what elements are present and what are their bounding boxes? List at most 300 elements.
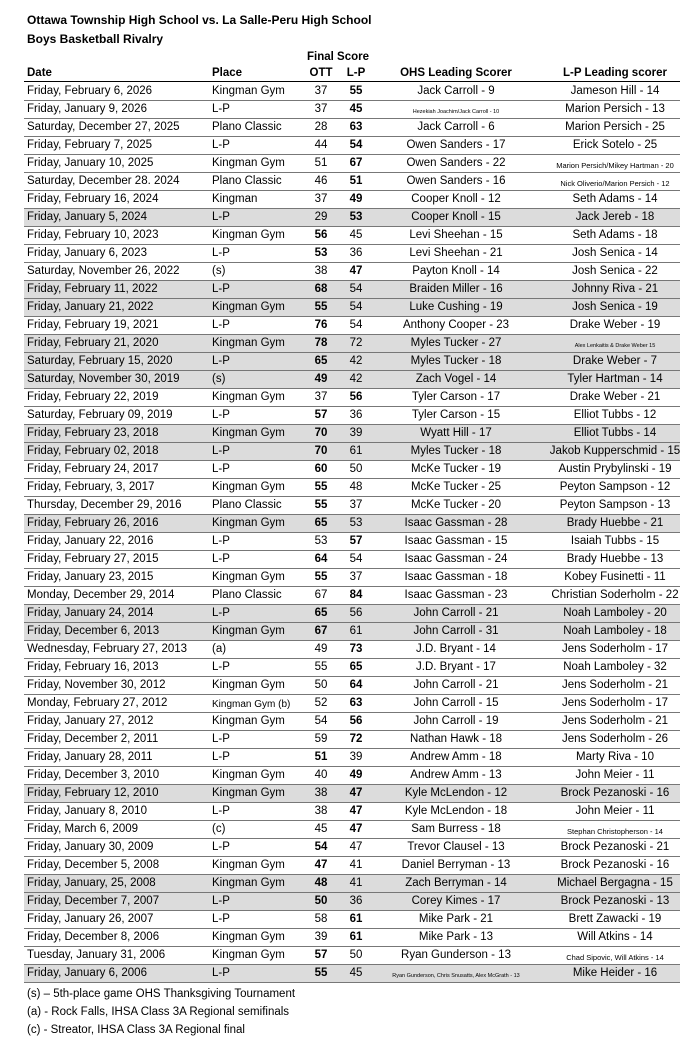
ott-score: 29 <box>314 211 328 223</box>
ohs-leading-scorer: Jack Carroll - 9 <box>417 85 495 97</box>
game-place: Plano Classic <box>212 175 282 187</box>
lp-leading-scorer: Drake Weber - 7 <box>572 355 658 367</box>
lp-score: 45 <box>349 103 363 115</box>
table-row <box>24 155 680 173</box>
game-place: Kingman Gym <box>212 427 285 439</box>
game-place: Kingman Gym <box>212 85 285 97</box>
game-place: L-P <box>212 355 230 367</box>
lp-leading-scorer: Drake Weber - 21 <box>569 391 661 403</box>
table-row <box>24 857 680 875</box>
ott-score: 67 <box>314 625 328 637</box>
game-place: Kingman Gym <box>212 931 285 943</box>
game-place: Kingman Gym <box>212 229 285 241</box>
final-score-label: Final Score <box>307 51 369 63</box>
table-row <box>24 695 680 713</box>
table-row <box>24 245 680 263</box>
ohs-leading-scorer: Payton Knoll - 14 <box>412 265 500 277</box>
ott-score: 49 <box>314 373 328 385</box>
game-date: Friday, February 21, 2020 <box>27 337 159 349</box>
game-place: Kingman Gym <box>212 949 285 961</box>
lp-leading-scorer: Jameson Hill - 14 <box>570 85 660 97</box>
lp-score: 61 <box>349 913 363 925</box>
table-row <box>24 965 680 983</box>
ott-score: 53 <box>314 535 328 547</box>
lp-leading-scorer: Seth Adams - 18 <box>572 229 658 241</box>
header-ohs-scorer: OHS Leading Scorer <box>400 67 512 79</box>
table-row <box>24 929 680 947</box>
lp-leading-scorer: Elliot Tubbs - 14 <box>573 427 657 439</box>
lp-score: 36 <box>349 409 363 421</box>
ohs-leading-scorer: Ryan Gunderson - 13 <box>401 949 511 961</box>
lp-score: 48 <box>349 481 363 493</box>
ohs-leading-scorer: Hezekiah Joachim/Jack Carroll - 10 <box>412 109 500 115</box>
lp-score: 63 <box>349 121 363 133</box>
table-row <box>24 533 680 551</box>
table-row <box>24 371 680 389</box>
game-place: L-P <box>212 553 230 565</box>
lp-leading-scorer: Brock Pezanoski - 21 <box>560 841 670 853</box>
lp-leading-scorer: Josh Senica - 19 <box>572 301 658 313</box>
ott-score: 48 <box>314 877 328 889</box>
ohs-leading-scorer: Levi Sheehan - 15 <box>409 229 503 241</box>
lp-leading-scorer: Marion Persich - 13 <box>565 103 665 115</box>
game-date: Monday, December 29, 2014 <box>27 589 175 601</box>
table-row <box>24 191 680 209</box>
game-date: Friday, January 5, 2024 <box>27 211 147 223</box>
lp-leading-scorer: Elliot Tubbs - 12 <box>573 409 657 421</box>
game-date: Friday, January 10, 2025 <box>27 157 154 169</box>
ott-score: 78 <box>314 337 328 349</box>
ohs-leading-scorer: J.D. Bryant - 14 <box>416 643 496 655</box>
ohs-leading-scorer: Jack Carroll - 6 <box>417 121 495 133</box>
lp-score: 42 <box>349 355 363 367</box>
game-place: Plano Classic <box>212 499 282 511</box>
game-place: L-P <box>212 607 230 619</box>
lp-leading-scorer: Isaiah Tubbs - 15 <box>570 535 660 547</box>
lp-leading-scorer: Peyton Sampson - 12 <box>559 481 671 493</box>
table-row <box>24 677 680 695</box>
game-date: Friday, February 19, 2021 <box>27 319 159 331</box>
lp-score: 37 <box>349 571 363 583</box>
game-date: Friday, January 9, 2026 <box>27 103 147 115</box>
games-table <box>24 83 680 983</box>
ott-score: 46 <box>314 175 328 187</box>
table-row <box>24 749 680 767</box>
table-row <box>24 515 680 533</box>
game-place: Kingman Gym <box>212 481 285 493</box>
lp-score: 47 <box>349 265 363 277</box>
table-row <box>24 569 680 587</box>
lp-leading-scorer: Noah Lamboley - 18 <box>563 625 667 637</box>
game-date: Friday, January 6, 2006 <box>27 967 147 979</box>
lp-leading-scorer: Christian Soderholm - 22 <box>551 589 679 601</box>
game-date: Friday, December 8, 2006 <box>27 931 160 943</box>
lp-leading-scorer: Brady Huebbe - 13 <box>566 553 664 565</box>
table-row <box>24 119 680 137</box>
lp-score: 47 <box>349 841 363 853</box>
ott-score: 50 <box>314 679 328 691</box>
game-date: Friday, November 30, 2012 <box>27 679 166 691</box>
ott-score: 64 <box>314 553 328 565</box>
lp-score: 54 <box>349 139 363 151</box>
game-place: (s) <box>212 373 226 385</box>
ohs-leading-scorer: McKe Tucker - 20 <box>410 499 502 511</box>
table-row <box>24 389 680 407</box>
ohs-leading-scorer: Trevor Clausel - 13 <box>407 841 505 853</box>
table-row <box>24 821 680 839</box>
ott-score: 47 <box>314 859 328 871</box>
game-place: (s) <box>212 265 226 277</box>
table-row <box>24 101 680 119</box>
game-date: Friday, January 24, 2014 <box>27 607 154 619</box>
ohs-leading-scorer: Wyatt Hill - 17 <box>420 427 492 439</box>
ohs-leading-scorer: Kyle McLendon - 12 <box>404 787 508 799</box>
lp-score: 42 <box>349 373 363 385</box>
table-row <box>24 461 680 479</box>
lp-leading-scorer: Drake Weber - 19 <box>569 319 661 331</box>
lp-leading-scorer: Will Atkins - 14 <box>577 931 653 943</box>
lp-score: 54 <box>349 283 363 295</box>
game-date: Friday, February 16, 2013 <box>27 661 159 673</box>
table-row <box>24 551 680 569</box>
table-row <box>24 947 680 965</box>
ott-score: 28 <box>314 121 328 133</box>
ott-score: 54 <box>314 715 328 727</box>
ott-score: 65 <box>314 355 328 367</box>
lp-score: 47 <box>349 787 363 799</box>
lp-leading-scorer: Brett Zawacki - 19 <box>568 913 662 925</box>
game-place: L-P <box>212 913 230 925</box>
table-row <box>24 587 680 605</box>
game-date: Saturday, December 27, 2025 <box>27 121 180 133</box>
ohs-leading-scorer: Levi Sheehan - 21 <box>409 247 503 259</box>
game-date: Friday, March 6, 2009 <box>27 823 139 835</box>
game-date: Saturday, November 30, 2019 <box>27 373 180 385</box>
ott-score: 76 <box>314 319 328 331</box>
table-row <box>24 479 680 497</box>
ohs-leading-scorer: Luke Cushing - 19 <box>409 301 503 313</box>
lp-leading-scorer: Marty Riva - 10 <box>576 751 654 763</box>
game-place: Kingman Gym <box>212 679 285 691</box>
table-row <box>24 173 680 191</box>
ohs-leading-scorer: Nathan Hawk - 18 <box>409 733 503 745</box>
lp-leading-scorer: Johnny Riva - 21 <box>571 283 659 295</box>
ott-score: 51 <box>314 157 328 169</box>
game-date: Friday, December 6, 2013 <box>27 625 160 637</box>
table-row <box>24 227 680 245</box>
table-row <box>24 335 680 353</box>
page-subtitle: Boys Basketball Rivalry <box>27 32 164 46</box>
ohs-leading-scorer: Andrew Amm - 18 <box>410 751 502 763</box>
lp-leading-scorer: Brock Pezanoski - 16 <box>560 787 670 799</box>
ott-score: 51 <box>314 751 328 763</box>
lp-leading-scorer: Jens Soderholm - 21 <box>561 679 669 691</box>
header-ott: OTT <box>309 67 333 79</box>
header-lp: L-P <box>346 67 366 79</box>
lp-leading-scorer: Jens Soderholm - 21 <box>561 715 669 727</box>
ott-score: 50 <box>314 895 328 907</box>
table-row <box>24 875 680 893</box>
ohs-leading-scorer: Isaac Gassman - 18 <box>404 571 508 583</box>
table-row <box>24 785 680 803</box>
game-place: Kingman Gym <box>212 517 285 529</box>
ott-score: 65 <box>314 607 328 619</box>
ohs-leading-scorer: McKe Tucker - 25 <box>410 481 502 493</box>
game-date: Friday, February 22, 2019 <box>27 391 159 403</box>
lp-leading-scorer: Erick Sotelo - 25 <box>572 139 658 151</box>
table-row <box>24 407 680 425</box>
lp-score: 49 <box>349 769 363 781</box>
game-date: Friday, February 16, 2024 <box>27 193 159 205</box>
game-date: Friday, December 7, 2007 <box>27 895 160 907</box>
table-row <box>24 83 680 101</box>
game-date: Friday, February 02, 2018 <box>27 445 159 457</box>
game-place: Kingman Gym <box>212 769 285 781</box>
table-row <box>24 263 680 281</box>
game-date: Tuesday, January 31, 2006 <box>27 949 166 961</box>
ohs-leading-scorer: Andrew Amm - 13 <box>410 769 502 781</box>
game-place: (a) <box>212 643 227 655</box>
game-place: Plano Classic <box>212 589 282 601</box>
ohs-leading-scorer: Cooper Knoll - 12 <box>411 193 501 205</box>
game-date: Friday, January 26, 2007 <box>27 913 154 925</box>
game-date: Friday, February 10, 2023 <box>27 229 159 241</box>
ott-score: 37 <box>314 193 328 205</box>
lp-leading-scorer: Jakob Kupperschmid - 15 <box>549 445 681 457</box>
ohs-leading-scorer: Isaac Gassman - 28 <box>404 517 508 529</box>
lp-score: 54 <box>349 301 363 313</box>
game-place: L-P <box>212 967 230 979</box>
lp-score: 49 <box>349 193 363 205</box>
lp-leading-scorer: John Meier - 11 <box>575 805 655 817</box>
table-row <box>24 623 680 641</box>
lp-leading-scorer: Jack Jereb - 18 <box>575 211 655 223</box>
ott-score: 39 <box>314 931 328 943</box>
lp-score: 47 <box>349 805 363 817</box>
table-row <box>24 767 680 785</box>
lp-score: 45 <box>349 229 363 241</box>
ohs-leading-scorer: Daniel Berryman - 13 <box>401 859 511 871</box>
game-date: Friday, January 21, 2022 <box>27 301 154 313</box>
lp-score: 64 <box>349 679 363 691</box>
lp-leading-scorer: Jens Soderholm - 26 <box>561 733 669 745</box>
game-place: L-P <box>212 247 230 259</box>
ohs-leading-scorer: Isaac Gassman - 23 <box>404 589 508 601</box>
table-row <box>24 443 680 461</box>
ohs-leading-scorer: John Carroll - 21 <box>413 607 499 619</box>
lp-score: 36 <box>349 895 363 907</box>
lp-score: 47 <box>349 823 363 835</box>
game-date: Friday, February 24, 2017 <box>27 463 159 475</box>
game-place: (c) <box>212 823 226 835</box>
lp-leading-scorer: Josh Senica - 14 <box>572 247 658 259</box>
ott-score: 55 <box>314 571 328 583</box>
game-place: L-P <box>212 445 230 457</box>
lp-leading-scorer: Jens Soderholm - 17 <box>561 697 669 709</box>
game-date: Friday, January 28, 2011 <box>27 751 153 763</box>
ohs-leading-scorer: Tyler Carson - 15 <box>411 409 501 421</box>
ohs-leading-scorer: Mike Park - 21 <box>418 913 494 925</box>
table-row <box>24 137 680 155</box>
table-row <box>24 299 680 317</box>
game-date: Saturday, February 09, 2019 <box>27 409 173 421</box>
ott-score: 70 <box>314 445 328 457</box>
game-date: Friday, January 30, 2009 <box>27 841 154 853</box>
game-date: Friday, December 5, 2008 <box>27 859 160 871</box>
table-row <box>24 425 680 443</box>
footnote-c: (c) - Streator, IHSA Class 3A Regional final <box>27 1024 245 1036</box>
table-row <box>24 209 680 227</box>
game-date: Wednesday, February 27, 2013 <box>27 643 188 655</box>
game-place: Kingman Gym <box>212 877 285 889</box>
lp-score: 63 <box>349 697 363 709</box>
ohs-leading-scorer: Myles Tucker - 27 <box>410 337 502 349</box>
ohs-leading-scorer: J.D. Bryant - 17 <box>416 661 496 673</box>
ott-score: 67 <box>314 589 328 601</box>
game-place: Kingman Gym <box>212 391 285 403</box>
lp-leading-scorer: Chad Sipovic, Will Atkins - 14 <box>566 953 664 962</box>
lp-score: 51 <box>349 175 363 187</box>
game-place: L-P <box>212 319 230 331</box>
ott-score: 37 <box>314 103 328 115</box>
game-place: L-P <box>212 103 230 115</box>
lp-leading-scorer: Alex Lenkaitis & Drake Weber 15 <box>574 343 656 349</box>
game-place: L-P <box>212 409 230 421</box>
lp-score: 73 <box>349 643 363 655</box>
ohs-leading-scorer: McKe Tucker - 19 <box>410 463 502 475</box>
lp-score: 50 <box>349 949 363 961</box>
ott-score: 38 <box>314 787 328 799</box>
ohs-leading-scorer: Myles Tucker - 18 <box>410 355 502 367</box>
game-place: L-P <box>212 895 230 907</box>
ott-score: 54 <box>314 841 328 853</box>
lp-leading-scorer: Jens Soderholm - 17 <box>561 643 669 655</box>
game-place: Kingman <box>212 193 258 205</box>
ott-score: 45 <box>314 823 328 835</box>
ohs-leading-scorer: Corey Kimes - 17 <box>411 895 501 907</box>
game-place: Plano Classic <box>212 121 282 133</box>
footnote-a: (a) - Rock Falls, IHSA Class 3A Regional semifinals <box>27 1006 290 1018</box>
ohs-leading-scorer: Tyler Carson - 17 <box>411 391 501 403</box>
game-date: Saturday, December 28. 2024 <box>27 175 180 187</box>
lp-leading-scorer: Michael Bergagna - 15 <box>557 877 673 889</box>
ott-score: 57 <box>314 409 328 421</box>
game-date: Friday, February 27, 2015 <box>27 553 159 565</box>
footnote-s: (s) – 5th-place game OHS Thanksgiving Tournament <box>27 988 296 1000</box>
ott-score: 65 <box>314 517 328 529</box>
ott-score: 57 <box>314 949 328 961</box>
ott-score: 49 <box>314 643 328 655</box>
lp-leading-scorer: Austin Prybylinski - 19 <box>558 463 672 475</box>
lp-leading-scorer: Peyton Sampson - 13 <box>559 499 671 511</box>
game-date: Friday, January 23, 2015 <box>27 571 154 583</box>
game-date: Friday, January 8, 2010 <box>27 805 147 817</box>
ott-score: 55 <box>314 301 328 313</box>
table-row <box>24 317 680 335</box>
lp-score: 45 <box>349 967 363 979</box>
ott-score: 60 <box>314 463 328 475</box>
lp-score: 53 <box>349 211 363 223</box>
ott-score: 55 <box>314 661 328 673</box>
lp-score: 61 <box>349 625 363 637</box>
lp-score: 61 <box>349 931 363 943</box>
ohs-leading-scorer: Sam Burress - 18 <box>411 823 501 835</box>
lp-score: 39 <box>349 427 363 439</box>
lp-leading-scorer: Noah Lamboley - 20 <box>563 607 667 619</box>
game-date: Friday, January 22, 2016 <box>27 535 154 547</box>
game-date: Friday, February 7, 2025 <box>27 139 153 151</box>
lp-score: 41 <box>349 859 363 871</box>
lp-score: 36 <box>349 247 363 259</box>
ott-score: 68 <box>314 283 328 295</box>
ohs-leading-scorer: Braiden Miller - 16 <box>409 283 503 295</box>
game-date: Friday, February 26, 2016 <box>27 517 159 529</box>
lp-score: 61 <box>349 445 363 457</box>
ott-score: 37 <box>314 85 328 97</box>
lp-score: 56 <box>349 391 363 403</box>
lp-leading-scorer: Brock Pezanoski - 13 <box>560 895 670 907</box>
lp-score: 65 <box>349 661 363 673</box>
table-row <box>24 641 680 659</box>
header-date: Date <box>27 67 52 79</box>
game-place: Kingman Gym <box>212 859 285 871</box>
game-place: L-P <box>212 841 230 853</box>
lp-score: 37 <box>349 499 363 511</box>
ott-score: 37 <box>314 391 328 403</box>
header-lp-scorer: L-P Leading scorer <box>563 67 667 79</box>
ohs-leading-scorer: John Carroll - 15 <box>413 697 499 709</box>
game-date: Friday, January 6, 2023 <box>27 247 147 259</box>
ohs-leading-scorer: Cooper Knoll - 15 <box>411 211 501 223</box>
game-place: L-P <box>212 463 230 475</box>
lp-score: 56 <box>349 715 363 727</box>
lp-leading-scorer: Stephan Christopherson - 14 <box>567 827 663 836</box>
lp-leading-scorer: Mike Heider - 16 <box>572 967 658 979</box>
ott-score: 38 <box>314 805 328 817</box>
ohs-leading-scorer: Isaac Gassman - 24 <box>404 553 508 565</box>
ott-score: 52 <box>314 697 328 709</box>
game-place: L-P <box>212 211 230 223</box>
game-date: Friday, January 27, 2012 <box>27 715 154 727</box>
lp-score: 39 <box>349 751 363 763</box>
table-row <box>24 803 680 821</box>
table-row <box>24 839 680 857</box>
ott-score: 44 <box>314 139 328 151</box>
game-place: Kingman Gym <box>212 715 285 727</box>
ott-score: 55 <box>314 967 328 979</box>
lp-leading-scorer: Seth Adams - 14 <box>572 193 658 205</box>
lp-score: 54 <box>349 319 363 331</box>
lp-leading-scorer: Josh Senica - 22 <box>572 265 658 277</box>
lp-score: 72 <box>349 733 363 745</box>
game-place: Kingman Gym (b) <box>212 699 291 710</box>
game-date: Saturday, November 26, 2022 <box>27 265 180 277</box>
ohs-leading-scorer: Owen Sanders - 17 <box>406 139 506 151</box>
lp-leading-scorer: Marion Persich/Mikey Hartman - 20 <box>556 161 674 170</box>
lp-leading-scorer: Nick Oliverio/Marion Persich - 12 <box>560 179 670 188</box>
table-row <box>24 731 680 749</box>
ohs-leading-scorer: Zach Vogel - 14 <box>415 373 497 385</box>
ohs-leading-scorer: John Carroll - 19 <box>413 715 499 727</box>
lp-leading-scorer: Kobey Fusinetti - 11 <box>564 571 666 583</box>
ohs-leading-scorer: Owen Sanders - 22 <box>406 157 506 169</box>
lp-leading-scorer: John Meier - 11 <box>575 769 655 781</box>
ohs-leading-scorer: Myles Tucker - 18 <box>410 445 502 457</box>
ohs-leading-scorer: Anthony Cooper - 23 <box>402 319 510 331</box>
game-date: Friday, December 3, 2010 <box>27 769 160 781</box>
lp-score: 54 <box>349 553 363 565</box>
game-place: L-P <box>212 283 230 295</box>
